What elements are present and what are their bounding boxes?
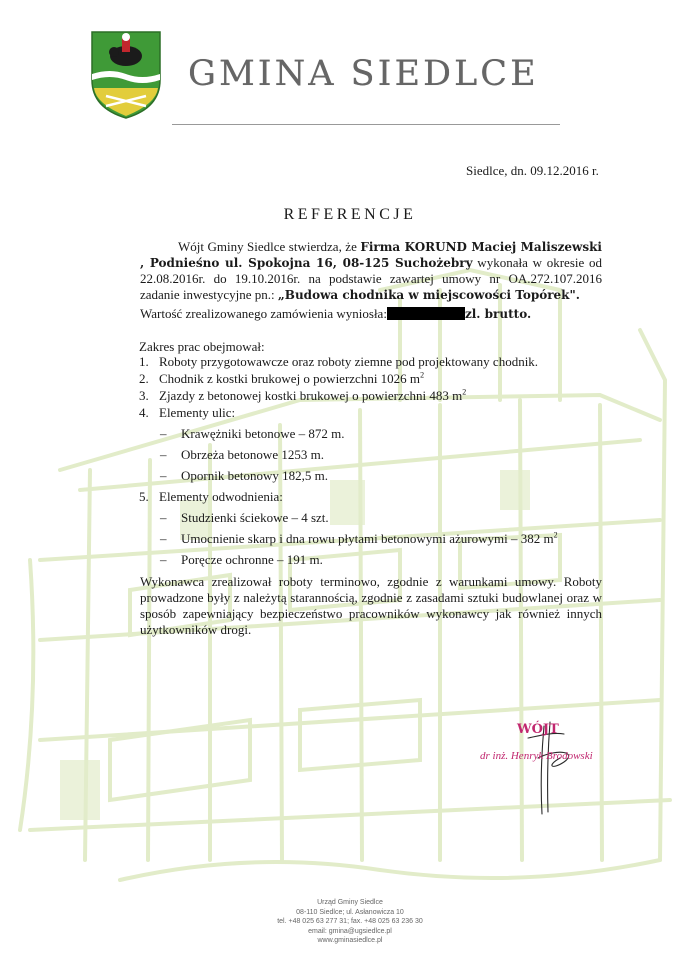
scope-list <box>139 353 609 572</box>
redacted-amount <box>387 307 465 320</box>
footer-email: email: gmina@ugsiedlce.pl <box>308 927 392 935</box>
sub-list-item: – Umocnienie skarp i dna rowu płytami betonowymi ażurowymi – 382 $m^2$ <box>160 530 558 546</box>
sub-list-item: – Opornik betonowy 182,5 m. <box>160 468 328 483</box>
document-heading: REFERENCJE <box>283 206 417 223</box>
contract-value-line <box>140 306 610 322</box>
closing-paragraph: Wykonawca zrealizował roboty terminowo, zgodnie z warunkami umowy. Roboty prowadzone były z należytą starannością, zgodnie z zasadami sztuki budowlanej oraz w sposób zapewniający bezpieczeństwo pracowników wykonawcy jak również innych użytkowników drogi. <box>140 574 602 637</box>
stamp-title: WÓJT <box>517 722 559 737</box>
footer-line: tel. +48 025 63 277 31; fax. +48 025 63 236 30 <box>277 918 423 925</box>
place-date: Siedlce, dn. 09.12.2016 r. <box>466 163 599 178</box>
sub-list-item: – Obrzeża betonowe 1253 m. <box>160 447 324 462</box>
list-item: 4. Elementy ulic: <box>139 405 236 420</box>
sub-list-item: – Poręcze ochronne – 191 m. <box>160 552 323 567</box>
footer-line: 08-110 Siedlce; ul. Asłanowicza 10 <box>296 908 404 916</box>
list-item: 5. Elementy odwodnienia: <box>139 489 283 504</box>
list-item: 2. Chodnik z kostki brukowej o powierzchni 1026 $m^2$ <box>139 370 425 386</box>
intro-text-1: Wójt Gminy Siedlce stwierdza, że <box>178 239 361 254</box>
contractor-name: Firma KORUND Maciej Maliszewski , Podnieśno ul. Spokojna 16, 08-125 Suchożebry <box>140 240 602 270</box>
signatory-name: dr inż. Henryk Brodowski <box>480 750 593 762</box>
value-suffix: zl. brutto. <box>464 307 532 321</box>
sub-list-item: – Studzienki ściekowe – 4 szt. <box>160 510 329 525</box>
footer-line: Urząd Gminy Siedlce <box>317 899 383 906</box>
value-label: Wartość zrealizowanego zamówienia wyniosła: <box>140 306 387 321</box>
project-name: „Budowa chodnika w miejscowości Topórek". <box>277 288 580 302</box>
footer-address <box>0 898 700 946</box>
scope-title: Zakres prac obejmował: <box>139 339 265 354</box>
organization-title: GMINA SIEDLCE <box>188 54 539 94</box>
intro-text-2: wykonała w okresie od 22.08.2016r. do 19.10.2016r. na podstawie zawartej umowy nr OA.272.107.2016 zadanie inwestycyjne pn.: <box>140 255 603 302</box>
header-divider <box>172 124 560 125</box>
intro-paragraph <box>140 239 602 303</box>
list-item: 1. Roboty przygotowawcze oraz roboty ziemne pod projektowany chodnik. <box>139 354 539 369</box>
list-item: 3. Zjazdy z betonowej kostki brukowej o powierzchni 483 $m^2$ <box>139 387 467 403</box>
footer-website: www.gminasiedlce.pl <box>317 937 383 944</box>
coat-of-arms-logo <box>90 30 162 120</box>
sub-list-item: – Krawężniki betonowe – 872 m. <box>160 426 345 441</box>
